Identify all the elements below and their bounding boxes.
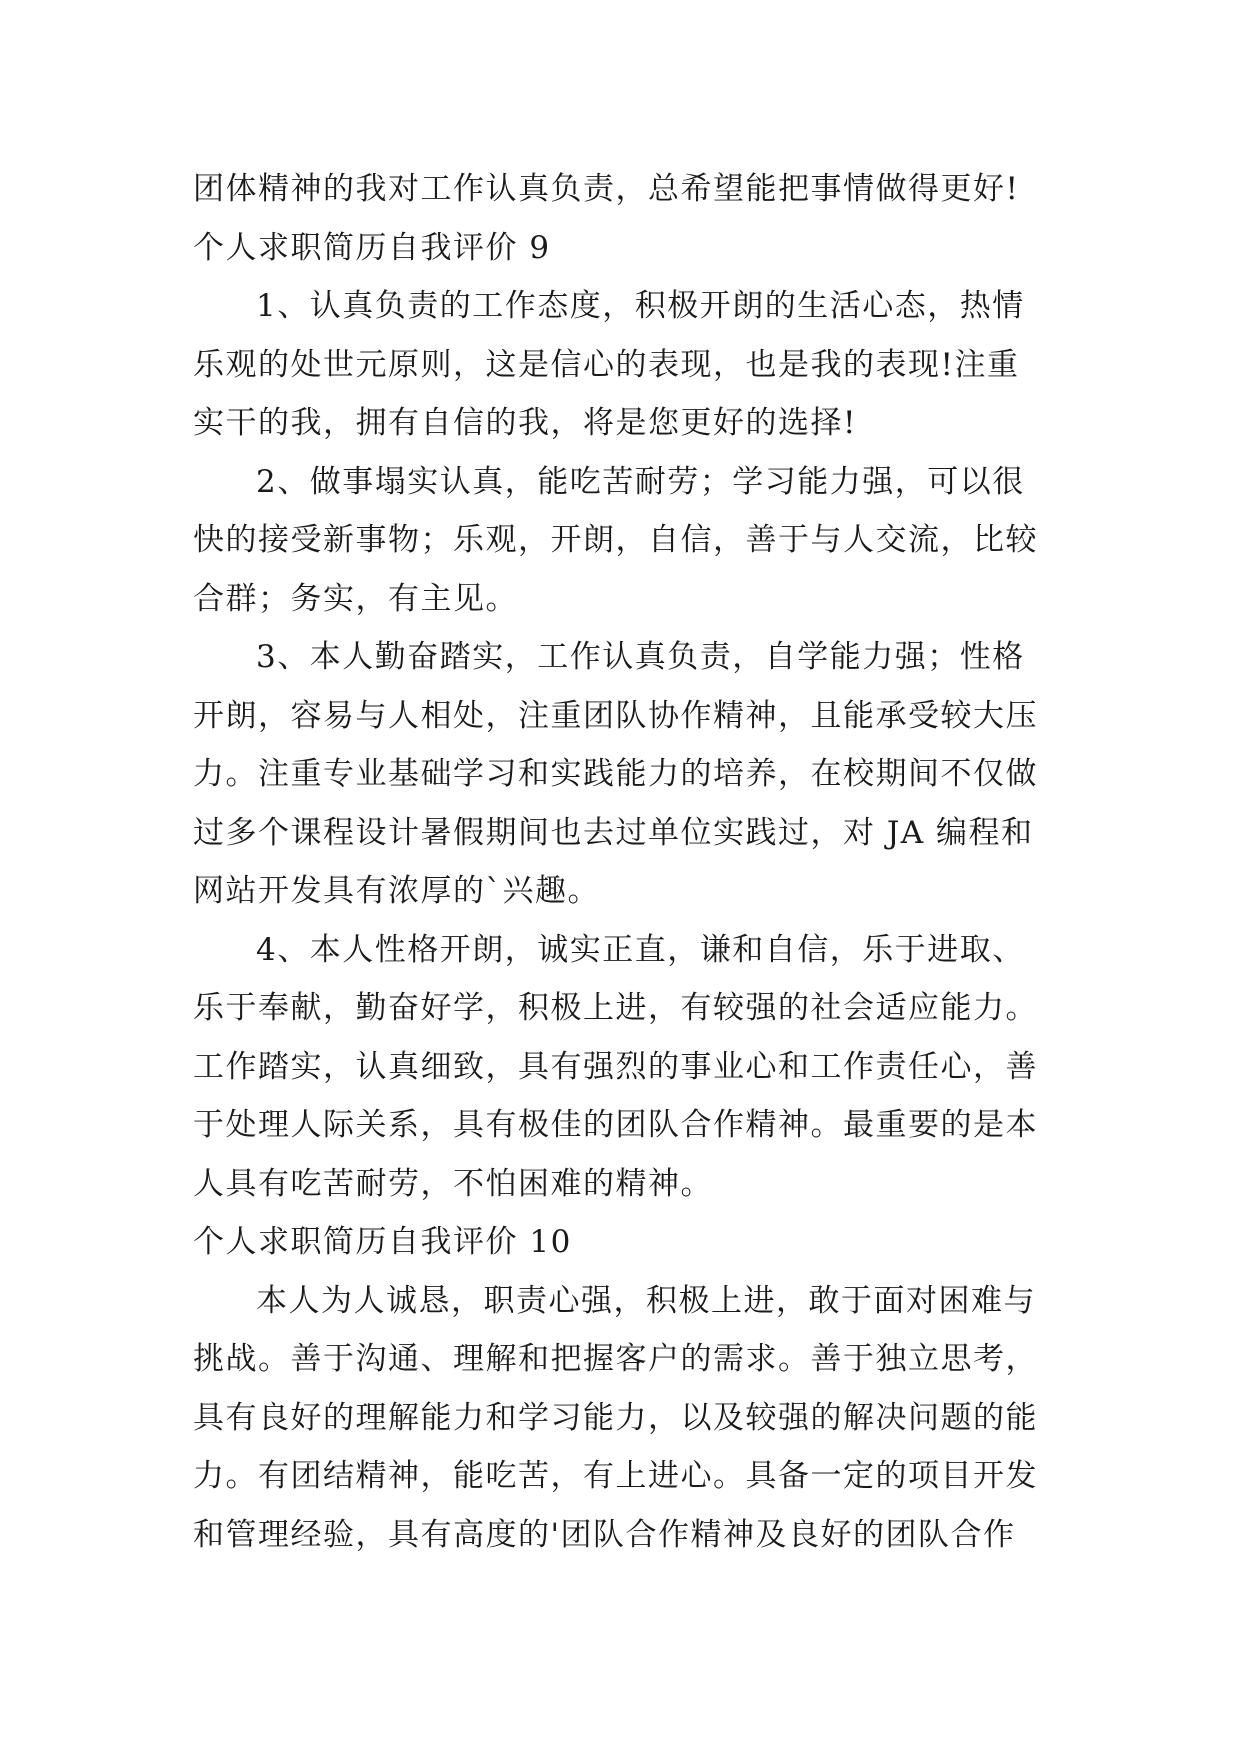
section-heading-10: 个人求职简历自我评价 10 xyxy=(193,1224,572,1260)
text-line: 挑战。善于沟通、理解和把握客户的需求。善于独立思考， xyxy=(193,1341,1038,1377)
text-line: 乐于奉献，勤奋好学，积极上进，有较强的社会适应能力。 xyxy=(193,990,1038,1026)
text-line: 过多个课程设计暑假期间也去过单位实践过，对 JA 编程和 xyxy=(193,814,1034,851)
text-line: 本人为人诚恳，职责心强，积极上进，敢于面对困难与 xyxy=(256,1282,1036,1319)
text-line: 具有良好的理解能力和学习能力，以及较强的解决问题的能 xyxy=(193,1399,1038,1436)
section-heading-9: 个人求职简历自我评价 9 xyxy=(193,229,551,266)
text-line: 于处理人际关系，具有极佳的团队合作精神。最重要的是本 xyxy=(193,1107,1038,1143)
text-line: 和管理经验，具有高度的'团队合作精神及良好的团队合作 xyxy=(193,1516,1016,1553)
text-line: 3、本人勤奋踏实，工作认真负责，自学能力强；性格 xyxy=(256,639,1025,675)
text-line: 工作踏实，认真细致，具有强烈的事业心和工作责任心，善 xyxy=(193,1048,1038,1085)
text-line: 网站开发具有浓厚的`兴趣。 xyxy=(193,873,600,909)
text-line: 人具有吃苦耐劳，不怕困难的精神。 xyxy=(193,1165,713,1202)
text-line: 开朗，容易与人相处，注重团队协作精神，且能承受较大压 xyxy=(193,697,1038,734)
text-line: 实干的我，拥有自信的我，将是您更好的选择! xyxy=(193,405,857,441)
text-line: 1、认真负责的工作态度，积极开朗的生活心态，热情 xyxy=(256,288,1025,324)
text-line: 快的接受新事物；乐观，开朗，自信，善于与人交流，比较 xyxy=(193,522,1038,558)
text-line: 2、做事塌实认真，能吃苦耐劳；学习能力强，可以很 xyxy=(256,463,1025,500)
document-body xyxy=(193,160,1073,1564)
text-line: 力。注重专业基础学习和实践能力的培养，在校期间不仅做 xyxy=(193,756,1038,792)
text-line: 力。有团结精神，能吃苦，有上进心。具备一定的项目开发 xyxy=(193,1458,1038,1494)
text-line: 乐观的处世元原则，这是信心的表现，也是我的表现!注重 xyxy=(193,346,1020,383)
text-line: 团体精神的我对工作认真负责，总希望能把事情做得更好! xyxy=(193,171,1020,207)
text-line: 合群；务实，有主见。 xyxy=(193,580,518,617)
text-line: 4、本人性格开朗，诚实正直，谦和自信，乐于进取、 xyxy=(256,931,1025,968)
